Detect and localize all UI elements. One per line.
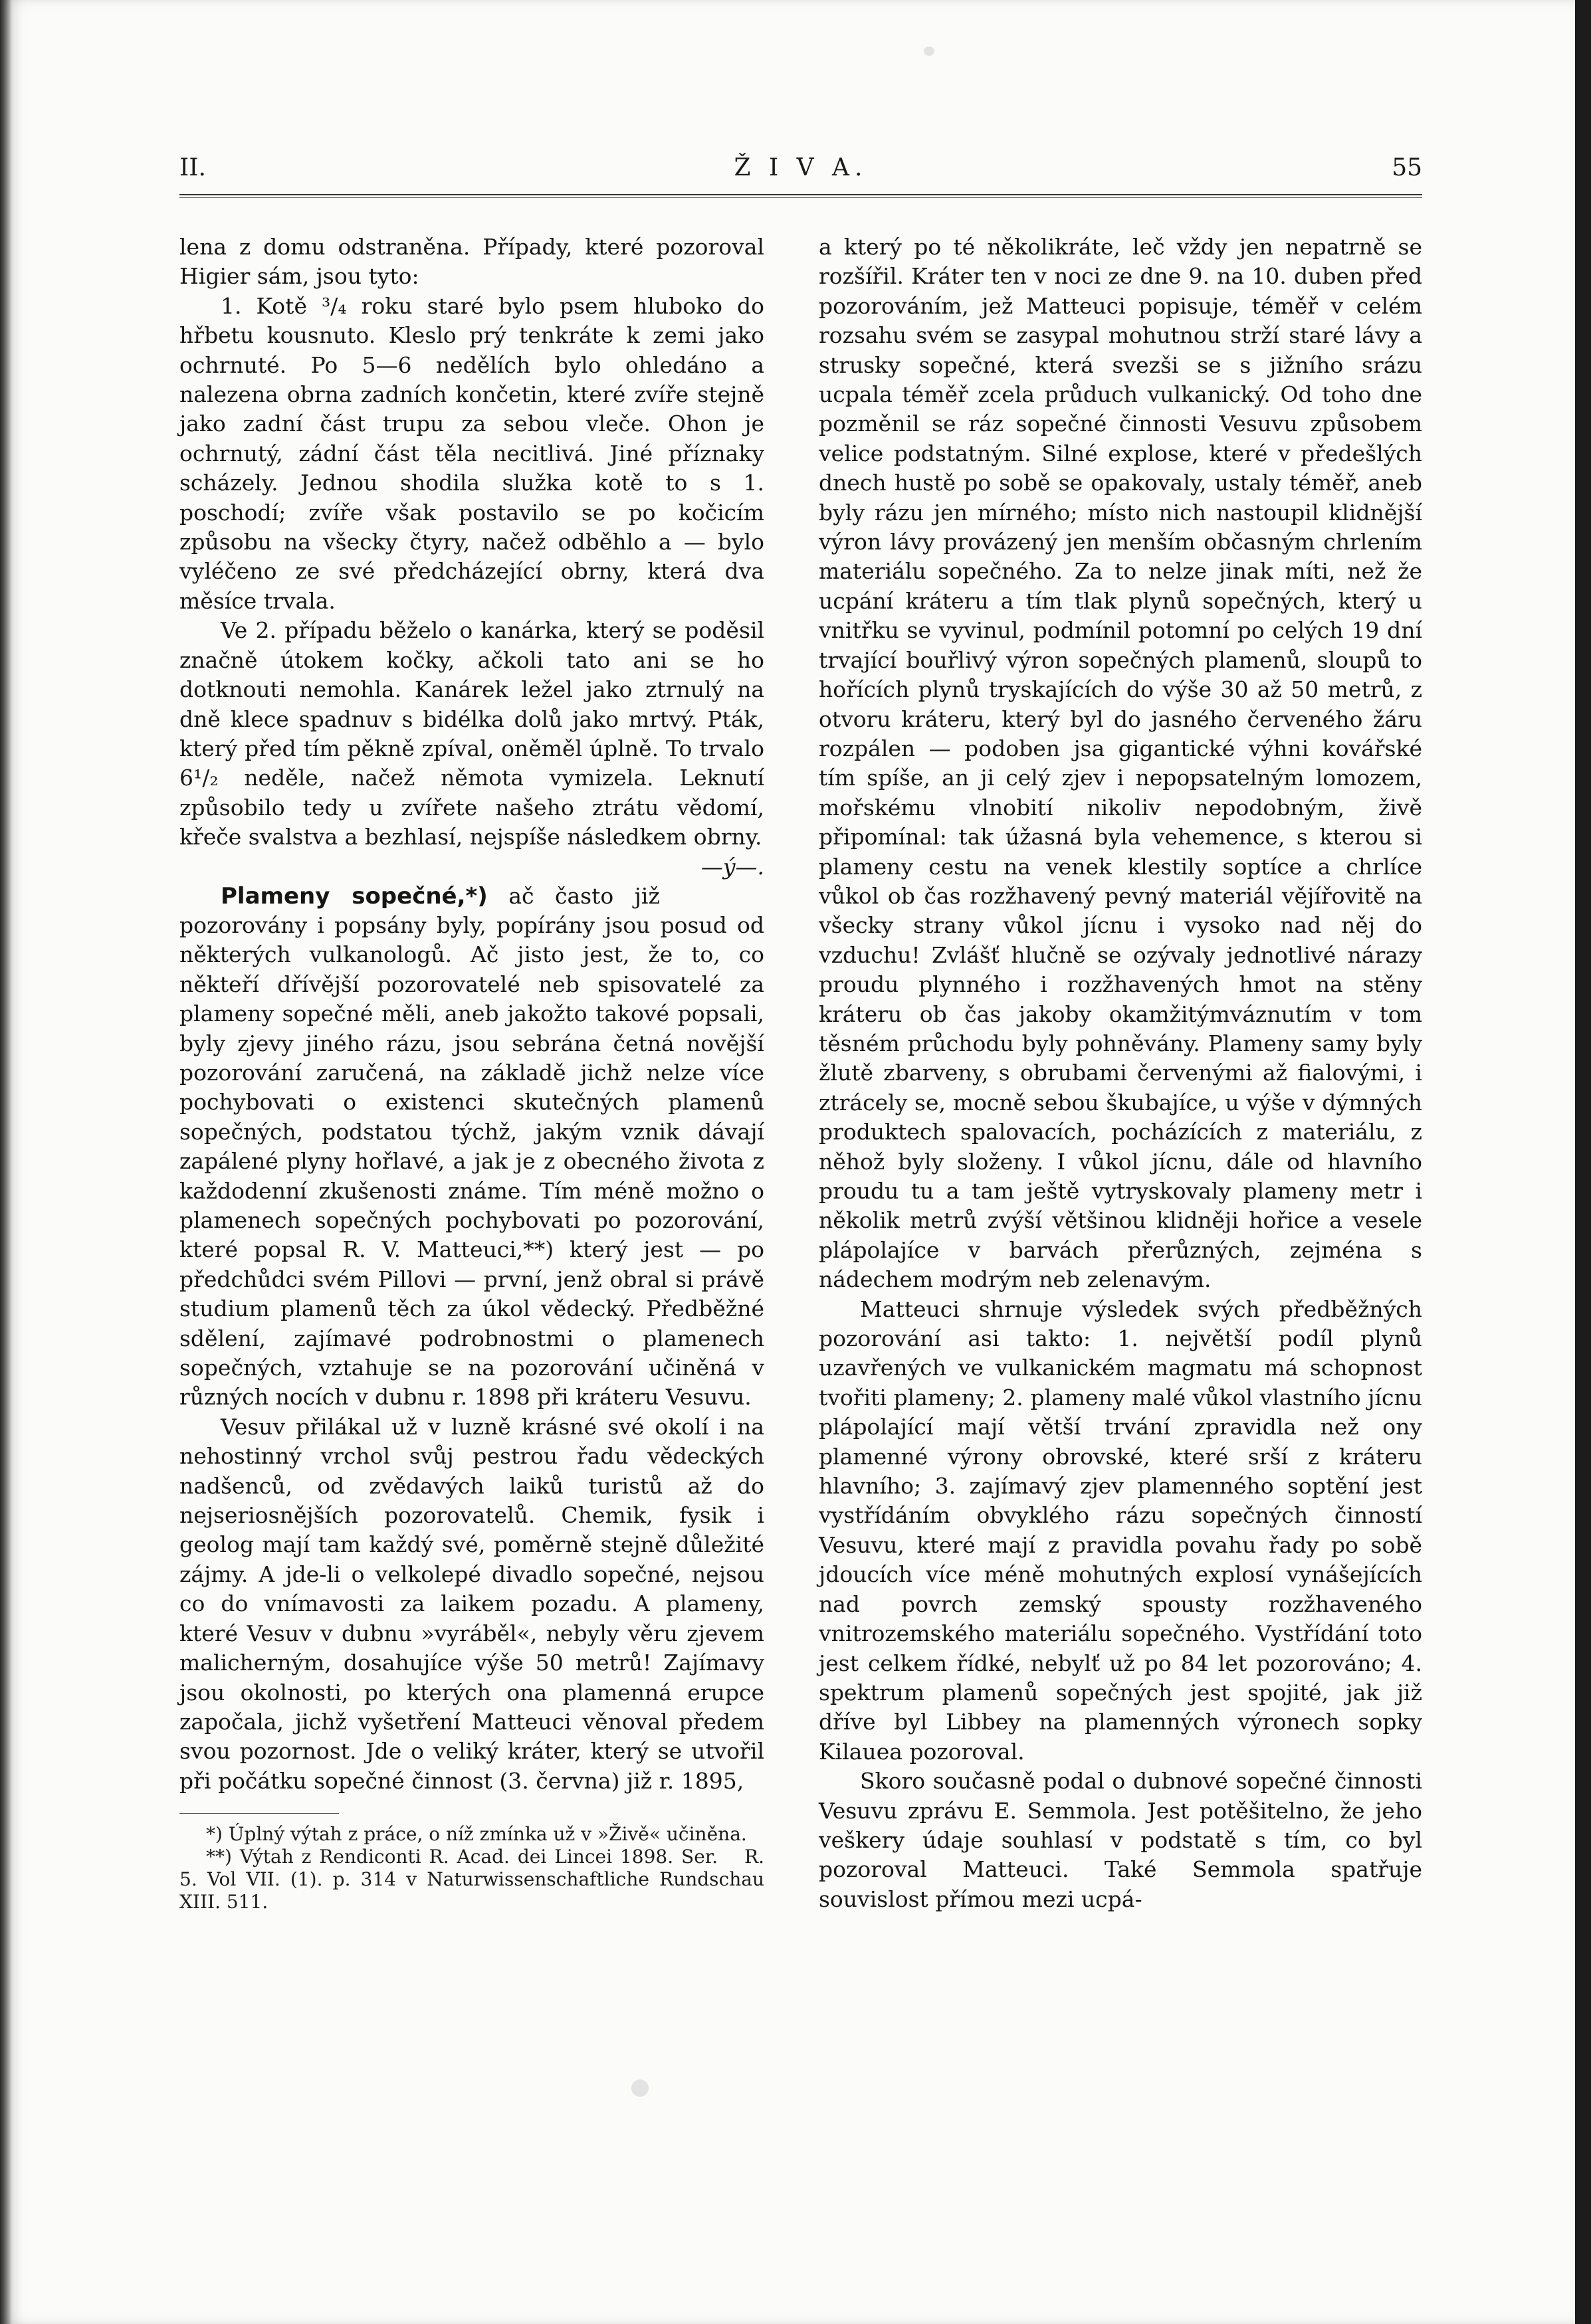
footnote-rule bbox=[179, 1813, 339, 1823]
right-column bbox=[819, 233, 1422, 1914]
paragraph: lena z domu odstraněna. Případy, které pozoroval Higier sám, jsou tyto: bbox=[179, 234, 764, 290]
journal-title: Ž I V A. bbox=[734, 154, 868, 181]
paragraph: Skoro současně podal o dubnové sopečné činnosti Vesuvu zprávu E. Semmola. Jest potěšitelno, že jeho veškery údaje souhlasí v podstatě s tím, co byl pozoroval Matteuci. Také Semmola spatřuje souvislost přímou mezi ucpá- bbox=[819, 1768, 1422, 1912]
footnote: **) Výtah z Rendiconti R. Acad. dei Lincei 1898. Ser. 5. Vol VII. (1). p. 314 v Naturwissenschaftliche Rundschau XIII. 511. bbox=[179, 1846, 764, 1913]
paper-stain bbox=[631, 2080, 649, 2097]
left-column bbox=[179, 233, 764, 1913]
paragraph: a který po té několikráte, leč vždy jen nepatrně se rozšířil. Kráter ten v noci ze dne 9. na 10. duben před pozorováním, jež Matteuci popisuje, téměř v celém rozsahu svém se zasypal mohutnou strží staré lávy a strusky sopečné, která svezši se s jižního srázu ucpala téměř zcela průduch vulkanický. Od toho dne pozměnil se ráz sopečné činnosti Vesuvu způsobem velice podstatným. Silné explose, které v předešlých dnech hustě po sobě se opakovaly, ustaly téměř, aneb byly rázu jen mírného; místo nich nastoupil klidnější výron lávy provázený jen menším občasným chrlením materiálu sopečného. Za to nelze jinak míti, než že ucpání kráteru a tím tlak plynů sopečných, který u vnitřku se vyvinul, podmínil potomní po celých 19 dní trvající bouřlivý výron sopečných plamenů, sloupů to hořících plynů tryskajících do výše 30 až 50 metrů, z otvoru kráteru, který byl do jasného červeného žáru rozpálen — podoben jsa gigantické výhni kovářské tím spíše, an ji celý zjev i nepopsatelným lomozem, mořskému vlnobití nikoliv nepodobným, živě připomínal: tak úžasná byla vehemence, s kterou si plameny cestu na venek klestily soptíce a chrlíce vůkol ob čas rozžhavený pevný materiál vějířovitě na všecky strany vůkol jícnu i vysoko nad něj do vzduchu! Zvlášť hlučně se ozývaly jednotlivé nárazy proudu plynného i rozžhavených hmot na stěny kráteru ob čas jakoby okamžitýmváznutím v tom těsném průchodu byly pohněvány. Plameny samy byly žlutě zbarveny, s obrubami červenými až fialovými, i ztrácely se, mocně sebou škubajíce, u výše v dýmných produktech spalovacích, pocházících z materiálu, z něhož byly složeny. I vůkol jícnu, dále od hlavního proudu tu a tam ještě vytryskovaly plameny metr i několik metrů zvýší většinou klidněji hořice a vesele plápolajíce v barvách přerůzných, zejména s nádechem modrým neb zelenavým. bbox=[819, 234, 1422, 1293]
volume-number: II. bbox=[179, 154, 206, 181]
paragraph bbox=[179, 616, 764, 880]
paragraph: Vesuv přilákal už v luzně krásné své okolí i na nehostinný vrchol svůj pestrou řadu vědeckých nadšenců, od zvědavých laiků turistů až do nejseriosnějších pozorovatelů. Chemik, fysik i geolog mají tam každý své, poměrně stejně důležité zájmy. A jde-li o velkolepé divadlo sopečné, nejsou co do vnímavosti za laikem pozadu. A plameny, které Vesuv v dubnu »vyráběl«, nebyly věru zjevem malicherným, dosahujíce výše 50 metrů! Zajímavy jsou okolnosti, po kterých ona plamenná erupce započala, jichž vyšetření Matteuci věnoval předem svou pozornost. Jde o veliký kráter, který se utvořil při počátku sopečné činnost (3. června) již r. 1895, bbox=[179, 1413, 764, 1794]
paragraph-text: ač často již pozorovány i popsány byly, popírány jsou posud od některých vulkanologů. Ač jisto jest, že to, co někteří dřívější pozorovatelé neb spisovatelé za plameny sopečné měli, aneb jakožto takové popsali, byly zjevy jiného rázu, jsou sebrána četná novější pozorování zaručená, na základě jichž nelze více pochybovati o existenci skutečných plamenů sopečných, podstatou týchž, jakým vznik dávají zapálené plyny hořlavé, a jak je z obecného života z každodenní zkušenosti známe. Tím méně možno o plamenech sopečných pochybovati po pozorování, které popsal R. V. Matteuci,**) který jest — po předchůdci svém Pillovi — první, jenž obral si právě studium plamenů těch za úkol vědecký. Předběžné sdělení, zajímavé podrobnostmi o plamenech sopečných, vztahuje se na pozorování učiněná v různých nocích v dubnu r. 1898 při kráteru Vesuvu. bbox=[179, 882, 764, 1410]
paragraph bbox=[179, 882, 764, 1412]
header-rule bbox=[179, 194, 1422, 198]
binding-shadow bbox=[0, 0, 12, 2324]
footnote-text: *) Úplný výtah z práce, o níž zmínka už v »Živě« učiněna. bbox=[206, 1823, 747, 1846]
running-header bbox=[179, 154, 1422, 187]
footnotes bbox=[179, 1823, 764, 1913]
paragraph-text: Ve 2. případu běželo o kanárka, který se poděsil značně útokem kočky, ačkoli tato ani se ho dotknouti nemohla. Kanárek ležel jako ztrnulý na dně klece spadnuv s bidélka dolů jako mrtvý. Pták, který před tím pěkně zpíval, oněměl úplně. To trvalo 6¹/₂ neděle, načež němota vymizela. Leknutí způsobilo tedy u zvířete našeho ztrátu vědomí, křeče svalstva a bezhlasí, nejspíše následkem obrny. bbox=[179, 617, 764, 850]
paragraph: 1. Kotě ³/₄ roku staré bylo psem hluboko do hřbetu kousnuto. Kleslo prý tenkráte k zemi jako ochrnuté. Po 5—6 nedělích bylo ohledáno a nalezena obrna zadních končetin, které zvíře stejně jako zadní část trupu za sebou vleče. Ohon je ochrnutý, zádní část těla necitlivá. Jiné příznaky scházely. Jednou shodila služka kotě to s 1. poschodí; zvíře však postavilo se po kočicím způsobu na všecky čtyry, načež odběhlo a — bylo vyléčeno ze své předcházející obrny, která dva měsíce trvala. bbox=[179, 292, 764, 614]
author-signature: —ý—. bbox=[700, 853, 764, 880]
paragraph: Matteuci shrnuje výsledek svých předběžných pozorování asi takto: 1. největší podíl plynů uzavřených ve vulkanickém magmatu má schopnost tvořiti plameny; 2. plameny malé vůkol vlastního jícnu plápolající mají větší trvání zpravidla než ony plamenné výrony obrovské, které srší z kráteru hlavního; 3. zajímavý zjev plamenného soptění jest vystřídáním obvyklého rázu sopečných činností Vesuvu, které mají z pravidla povahu řady po sobě jdoucích více méně mohutných explosí vynášejících nad povrch zemský spousty rozžhaveného vnitrozemského materiálu sopečného. Vystřídání toto jest celkem řídké, nebylť už po 84 let pozorováno; 4. spektrum plamenů sopečných jest spojité, jak již dříve byl Libbey na plamenných výronech sopky Kilauea pozoroval. bbox=[819, 1296, 1422, 1765]
paper-stain bbox=[924, 47, 934, 56]
article-headword: Plameny sopečné,*) bbox=[221, 882, 488, 910]
page-number: 55 bbox=[1392, 154, 1422, 181]
footnote bbox=[179, 1823, 764, 1868]
footnote-initial: R. bbox=[744, 1846, 764, 1868]
